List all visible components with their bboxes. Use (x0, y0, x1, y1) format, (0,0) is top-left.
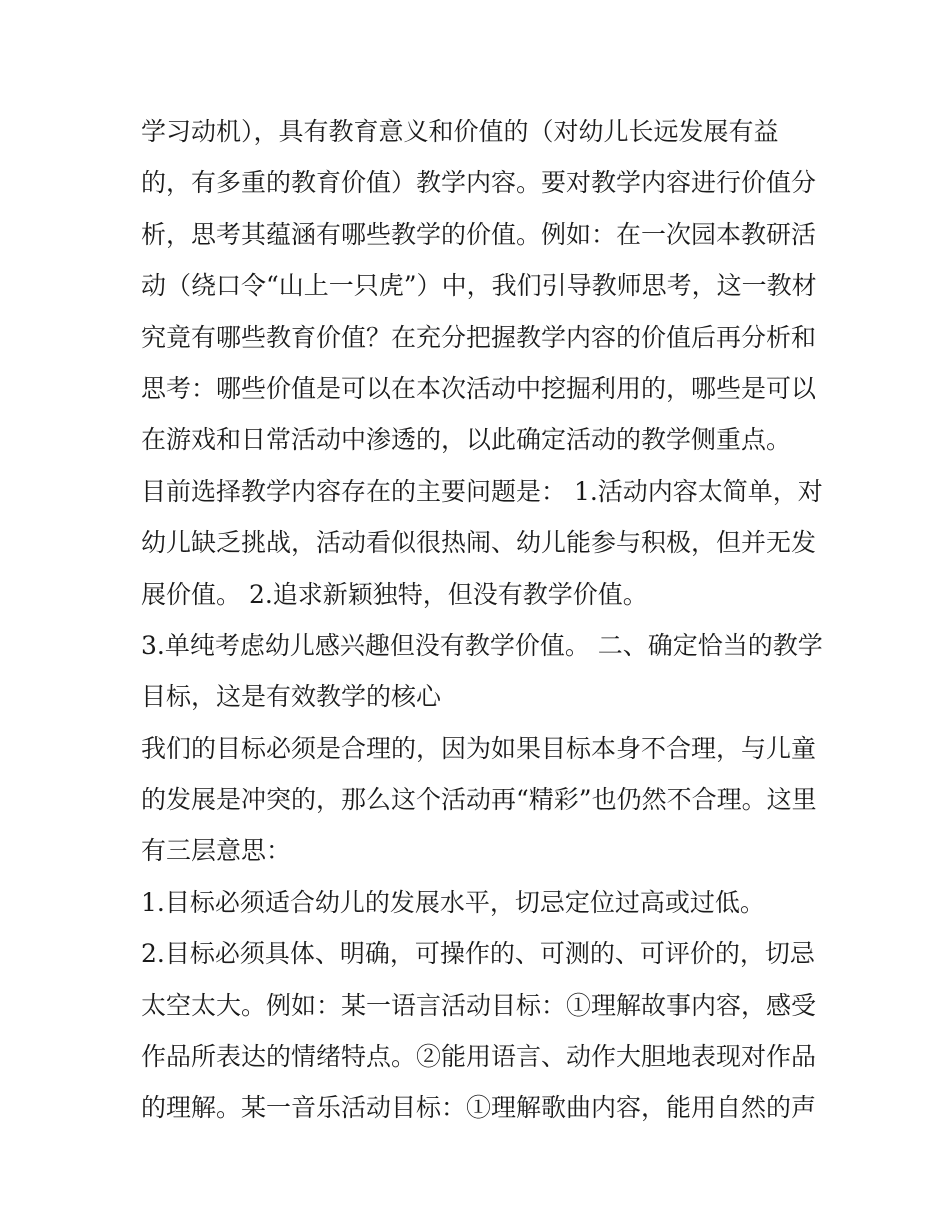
text-line: 析，思考其蕴涵有哪些教学的价值。例如：在一次园本教研活 (141, 219, 817, 249)
text-line: 太空太大。例如：某一语言活动目标：①理解故事内容，感受 (141, 990, 817, 1020)
text-line: 究竟有哪些教育价值？在充分把握教学内容的价值后再分析和 (141, 322, 817, 352)
text-line: 的发展是冲突的，那么这个活动再“精彩”也仍然不合理。这里 (141, 785, 817, 815)
text-line: 的理解。某一音乐活动目标：①理解歌曲内容，能用自然的声 (141, 1093, 817, 1123)
text-line: 幼儿缺乏挑战，活动看似很热闹、幼儿能参与积极，但并无发 (141, 528, 817, 558)
text-line: 1.目标必须适合幼儿的发展水平，切忌定位过高或过低。 (141, 887, 765, 917)
text-line: 2.目标必须具体、明确，可操作的、可测的、可评价的，切忌 (141, 939, 815, 969)
text-line: 的，有多重的教育价值）教学内容。要对教学内容进行价值分 (141, 168, 817, 198)
text-line: 3.单纯考虑幼儿感兴趣但没有教学价值。 二、确定恰当的教学 (141, 630, 823, 660)
text-line: 学习动机），具有教育意义和价值的（对幼儿长远发展有益 (141, 117, 779, 146)
body-text (141, 106, 821, 1134)
text-line: 在游戏和日常活动中渗透的，以此确定活动的教学侧重点。 (141, 425, 792, 455)
text-line: 我们的目标必须是合理的，因为如果目标本身不合理，与儿童 (141, 733, 817, 763)
text-line: 目前选择教学内容存在的主要问题是： 1.活动内容太简单，对 (141, 476, 823, 506)
text-line: 展价值。 2.追求新颖独特，但没有教学价值。 (141, 579, 648, 609)
text-line: 目标，这是有效教学的核心 (141, 682, 442, 712)
text-line: 动（绕口令“山上一只虎”）中，我们引导教师思考，这一教材 (141, 271, 817, 301)
text-line: 思考：哪些价值是可以在本次活动中挖掘利用的，哪些是可以 (141, 373, 817, 403)
text-line: 有三层意思： (141, 836, 292, 866)
text-line: 作品所表达的情绪特点。②能用语言、动作大胆地表现对作品 (141, 1042, 817, 1072)
